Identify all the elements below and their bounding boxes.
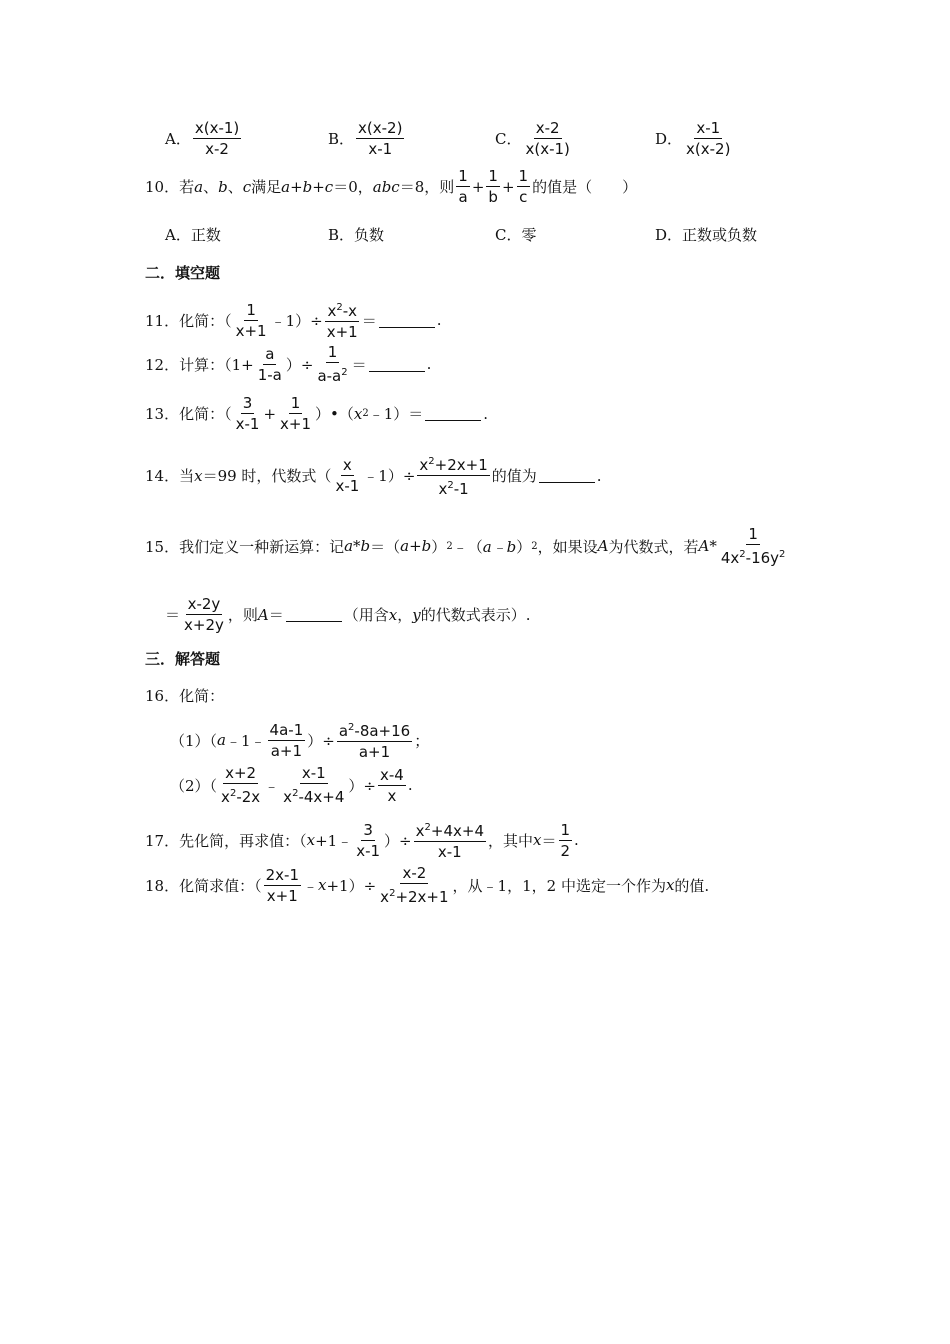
denominator: b xyxy=(488,188,498,206)
fraction xyxy=(517,166,531,207)
q9-option-d xyxy=(655,118,734,159)
var: x xyxy=(353,404,363,423)
exponent: 2 xyxy=(336,302,343,313)
text: 为代数式，若 xyxy=(608,537,699,556)
q10-option-a: A．正数 xyxy=(165,226,221,244)
fraction xyxy=(378,863,450,907)
fraction xyxy=(219,763,262,807)
numerator xyxy=(337,718,412,742)
term: +4x+4 xyxy=(430,822,484,840)
numerator xyxy=(325,298,359,322)
fraction xyxy=(193,118,241,159)
exponent: 2 xyxy=(348,722,355,733)
numerator: 1 xyxy=(327,343,338,361)
numerator: 1 xyxy=(458,167,468,185)
text: ﹣（ xyxy=(452,537,483,556)
numerator: x-2 xyxy=(535,119,560,137)
denominator: a xyxy=(458,188,468,206)
question-number: 15． xyxy=(145,537,180,556)
expr: abc xyxy=(372,177,400,196)
numerator: x-1 xyxy=(301,764,326,782)
text: . xyxy=(436,311,442,329)
denominator: x+1 xyxy=(280,415,312,433)
answer-blank[interactable] xyxy=(425,406,481,421)
var: x xyxy=(221,788,230,806)
term: +2x+1 xyxy=(434,456,488,474)
exponent: 2 xyxy=(424,822,431,833)
term: -x xyxy=(342,302,358,320)
term: +2x+1 xyxy=(395,888,449,906)
exponent: 2 xyxy=(292,788,299,799)
question-number: 12． xyxy=(145,355,180,374)
text: ）÷ xyxy=(384,831,412,850)
numerator: 1 xyxy=(246,300,256,319)
q9-option-a xyxy=(165,118,243,159)
var: a xyxy=(217,731,226,749)
numerator: x(x-2) xyxy=(358,119,403,137)
text: ﹣1）÷ xyxy=(270,311,323,330)
text: ＝ xyxy=(268,606,284,624)
numerator: 3 xyxy=(242,394,253,412)
denominator: c xyxy=(519,188,528,206)
fraction xyxy=(378,765,406,806)
text: ＝ xyxy=(541,831,557,850)
term: -4x+4 xyxy=(298,788,345,806)
denominator xyxy=(219,784,262,807)
var: c xyxy=(242,177,252,196)
text: ，则 xyxy=(227,606,258,624)
denominator xyxy=(378,884,450,907)
fraction xyxy=(234,300,269,341)
fraction xyxy=(278,393,313,434)
plus: + xyxy=(471,177,485,196)
fraction xyxy=(281,763,346,807)
question-11 xyxy=(145,298,442,342)
text: 满足 xyxy=(251,178,282,196)
expr: a+b xyxy=(400,537,432,555)
var: x xyxy=(533,831,542,849)
numerator: x xyxy=(342,456,352,474)
text: ）÷ xyxy=(307,731,335,750)
q9-option-b xyxy=(328,118,406,159)
numerator: x-1 xyxy=(696,119,721,137)
denominator: x-1 xyxy=(235,415,260,433)
text: ）÷ xyxy=(348,776,376,795)
numerator xyxy=(414,818,486,842)
text: ＝ xyxy=(361,311,377,330)
fraction xyxy=(356,118,404,159)
text: ﹣1）＝ xyxy=(368,405,424,423)
denominator: x+2y xyxy=(184,616,224,634)
option-letter: B． xyxy=(328,130,355,148)
text: +1﹣ xyxy=(315,831,353,850)
answer-blank[interactable] xyxy=(369,357,425,372)
fraction xyxy=(268,720,306,761)
text: 化简：（ xyxy=(179,311,232,330)
var: x xyxy=(419,456,429,474)
numerator: 1 xyxy=(488,167,498,185)
numerator: 2x-1 xyxy=(265,865,299,884)
text: 当 xyxy=(179,467,195,485)
fraction xyxy=(456,166,470,207)
question-number: 11． xyxy=(145,311,180,330)
numerator: x(x-1) xyxy=(194,119,240,137)
text: 若 xyxy=(179,178,195,196)
text: ＝ xyxy=(351,355,367,374)
var: x xyxy=(380,888,390,906)
section-heading-solve: 三．解答题 xyxy=(145,650,221,668)
numerator: 4a-1 xyxy=(269,720,304,739)
text: 计算：（1+ xyxy=(179,355,254,374)
exponent: 2 xyxy=(779,549,786,560)
numerator: 1 xyxy=(290,394,301,412)
var: x xyxy=(388,605,398,624)
text: ﹣1﹣ xyxy=(226,731,266,750)
answer-blank[interactable] xyxy=(379,313,435,328)
fraction xyxy=(337,718,412,762)
q10-option-d: D．正数或负数 xyxy=(655,226,758,244)
exponent: 2 xyxy=(739,549,746,560)
term: -16y xyxy=(745,549,780,567)
denominator: x-1 xyxy=(437,843,462,861)
numerator: x+2 xyxy=(225,764,257,782)
numerator: 1 xyxy=(748,525,758,543)
fraction xyxy=(325,298,360,342)
text: . xyxy=(596,466,602,485)
exponent: 2 xyxy=(446,540,453,552)
var: x xyxy=(665,876,675,894)
numerator: x-4 xyxy=(379,765,404,784)
denominator: x-1 xyxy=(368,140,393,158)
option-letter: D． xyxy=(655,130,683,148)
text: ＝ xyxy=(165,606,181,624)
var: y xyxy=(412,605,421,624)
fraction xyxy=(315,342,349,386)
minus: ﹣ xyxy=(264,776,280,795)
numerator xyxy=(417,452,489,476)
fraction xyxy=(417,452,489,499)
var: x xyxy=(327,302,337,320)
fraction xyxy=(414,818,486,862)
fraction xyxy=(719,524,788,568)
text: . xyxy=(483,404,489,423)
text: . xyxy=(407,776,413,794)
numerator: 3 xyxy=(363,820,373,839)
question-number: 17． xyxy=(145,831,180,850)
question-number: 18． xyxy=(145,876,180,895)
exponent: 2 xyxy=(341,367,348,378)
question-number: 10． xyxy=(145,178,180,196)
term: -8a+16 xyxy=(354,722,411,740)
text: 化简： xyxy=(179,687,225,705)
text: ，如果设 xyxy=(537,537,598,556)
text: ＝0， xyxy=(333,178,373,196)
text: ﹣1）÷ xyxy=(363,467,416,485)
term: -2x xyxy=(236,788,261,806)
fraction xyxy=(559,820,573,861)
section-heading-fill-in: 二．填空题 xyxy=(145,264,221,282)
denominator: x-1 xyxy=(356,841,381,860)
var: x xyxy=(438,480,448,498)
fraction xyxy=(354,820,382,861)
var: x xyxy=(415,822,425,840)
exponent: 2 xyxy=(447,480,454,491)
denominator: x-1 xyxy=(335,477,360,495)
fraction xyxy=(333,455,361,496)
plus: + xyxy=(501,177,515,196)
text: ﹣ xyxy=(303,876,319,895)
denominator: x(x-2) xyxy=(686,140,731,158)
expr: A* xyxy=(698,537,717,555)
text: ＝8，则 xyxy=(399,178,455,196)
denominator: 2 xyxy=(560,841,571,860)
question-15-continued xyxy=(165,594,531,635)
text: +1）÷ xyxy=(326,876,377,895)
fraction xyxy=(684,118,732,159)
var: x xyxy=(283,788,293,806)
answer-blank[interactable] xyxy=(286,607,342,622)
question-number: 13． xyxy=(145,405,180,423)
question-16 xyxy=(145,685,224,706)
answer-blank[interactable] xyxy=(539,468,595,483)
denominator xyxy=(281,784,346,807)
question-15 xyxy=(145,524,789,568)
text: ）•（ xyxy=(315,405,354,423)
exponent: 2 xyxy=(428,456,435,467)
exponent: 2 xyxy=(389,888,396,899)
question-18 xyxy=(145,863,709,907)
denominator xyxy=(436,476,470,499)
exponent: 2 xyxy=(531,540,538,552)
denominator: a+1 xyxy=(270,741,303,760)
question-12 xyxy=(145,342,431,386)
text: ， xyxy=(397,606,413,624)
text: . xyxy=(574,831,579,849)
text: 化简求值：（ xyxy=(179,876,262,895)
denominator: a+1 xyxy=(358,743,391,761)
text: 、 xyxy=(203,178,219,196)
question-number: 14． xyxy=(145,467,180,485)
var: x xyxy=(194,466,203,485)
q10-option-b: B．负数 xyxy=(328,226,385,244)
plus: + xyxy=(263,404,277,423)
text: ） xyxy=(516,537,532,556)
var: b xyxy=(218,177,228,196)
term: 4x xyxy=(720,549,740,567)
fraction xyxy=(523,118,571,159)
text: （1）（ xyxy=(170,731,218,750)
text: 先化简，再求值：（ xyxy=(179,831,307,850)
text: ＝（ xyxy=(370,537,401,556)
denominator: x+1 xyxy=(326,323,358,341)
q10-option-c: C．零 xyxy=(495,226,537,244)
text: ）÷ xyxy=(285,355,314,374)
numerator: 1 xyxy=(560,820,571,839)
text: ） xyxy=(431,537,447,556)
denominator: x(x-1) xyxy=(525,140,570,158)
text: （2）（ xyxy=(170,776,218,795)
numerator: 1 xyxy=(518,167,529,185)
question-number: 16． xyxy=(145,687,180,705)
fraction xyxy=(234,393,262,434)
denominator xyxy=(719,545,788,568)
fraction xyxy=(486,166,500,207)
fraction xyxy=(264,865,301,906)
question-16-part-2 xyxy=(170,763,413,807)
text: 的值是（ ） xyxy=(532,178,638,196)
option-letter: A． xyxy=(165,130,191,148)
denominator: x+1 xyxy=(266,886,298,905)
text: 化简：（ xyxy=(179,405,232,423)
text: 、 xyxy=(227,178,243,196)
denominator xyxy=(315,363,349,386)
numerator: x-2 xyxy=(402,864,427,882)
text: ，从﹣1，1，2 中选定一个作为 xyxy=(452,876,666,895)
text: ； xyxy=(414,731,430,750)
numerator: x-2y xyxy=(187,595,221,613)
var: x xyxy=(306,831,316,849)
question-13 xyxy=(145,393,488,434)
term: -1 xyxy=(453,480,469,498)
var: a xyxy=(338,722,349,740)
var: A xyxy=(257,605,269,624)
term: a-a xyxy=(317,367,342,385)
text: 的值. xyxy=(674,876,710,895)
exponent: 2 xyxy=(362,408,369,419)
text: ，其中 xyxy=(488,831,534,850)
fraction xyxy=(256,344,284,385)
var: a xyxy=(194,177,204,196)
denominator: x+1 xyxy=(235,321,267,340)
text: ＝99 时，代数式（ xyxy=(202,467,332,485)
question-17 xyxy=(145,818,579,862)
var: A xyxy=(597,537,609,555)
exponent: 2 xyxy=(229,788,237,799)
text: 的代数式表示）. xyxy=(420,606,531,624)
q9-option-c xyxy=(495,118,574,159)
text: . xyxy=(426,355,432,373)
question-16-part-1 xyxy=(170,718,429,762)
fraction xyxy=(182,594,226,635)
text: 我们定义一种新运算：记 xyxy=(179,537,345,556)
option-letter: C． xyxy=(495,130,522,148)
denominator: x xyxy=(387,786,397,805)
expr: a﹣b xyxy=(482,537,517,556)
text: 的值为 xyxy=(491,467,537,485)
var: x xyxy=(318,876,327,894)
question-10 xyxy=(145,166,637,207)
numerator: a xyxy=(265,344,275,363)
expr: a*b xyxy=(344,537,371,555)
question-14 xyxy=(145,452,602,499)
denominator: x-2 xyxy=(205,140,229,158)
expr: a+b+c xyxy=(281,177,334,196)
text: （用含 xyxy=(343,606,389,624)
denominator: 1-a xyxy=(257,365,282,384)
